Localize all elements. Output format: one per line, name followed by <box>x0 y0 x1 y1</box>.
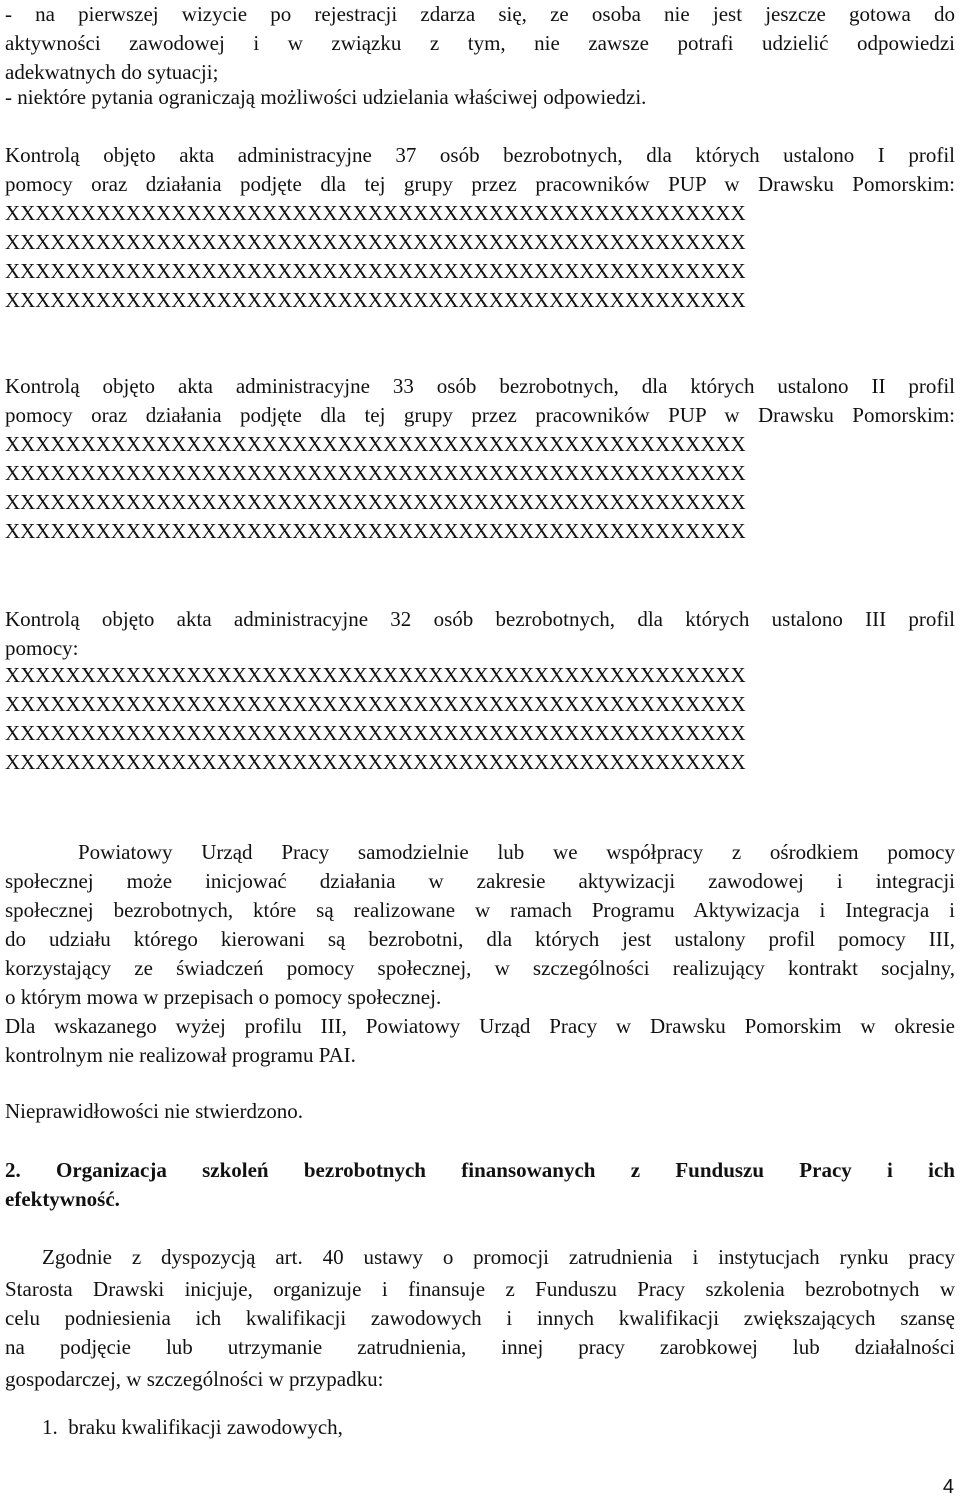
profile-3-redacted-3: XXXXXXXXXXXXXXXXXXXXXXXXXXXXXXXXXXXXXXXXXXXXXXXXX <box>5 721 746 745</box>
profile-2-line-2: pomocy oraz działania podjęte dla tej grupy przez pracowników PUP w Drawsku Pomorskim: <box>5 403 955 427</box>
profile-2-line-1: Kontrolą objęto akta administracyjne 33 osób bezrobotnych, dla których ustalono II profil <box>5 374 955 398</box>
profile-3-line-1: Kontrolą objęto akta administracyjne 32 osób bezrobotnych, dla których ustalono III profil <box>5 607 955 631</box>
pup-paragraph-line-5: korzystający ze świadczeń pomocy społecznej, w szczególności realizujący kontrakt socjalny, <box>5 956 955 980</box>
finding-text: Nieprawidłowości nie stwierdzono. <box>5 1099 304 1123</box>
art40-paragraph-line-5: gospodarczej, w szczególności w przypadku: <box>5 1367 384 1391</box>
art40-paragraph-line-3: celu podniesienia ich kwalifikacji zawodowych i innych kwalifikacji zwiększających szansę <box>5 1306 955 1330</box>
art40-paragraph-line-4: na podjęcie lub utrzymanie zatrudnienia, innej pracy zarobkowej lub działalności <box>5 1335 955 1359</box>
profile-1-redacted-1: XXXXXXXXXXXXXXXXXXXXXXXXXXXXXXXXXXXXXXXXXXXXXXXXX <box>5 201 746 225</box>
profile-2-redacted-2: XXXXXXXXXXXXXXXXXXXXXXXXXXXXXXXXXXXXXXXXXXXXXXXXX <box>5 461 746 485</box>
profile-3-redacted-4: XXXXXXXXXXXXXXXXXXXXXXXXXXXXXXXXXXXXXXXXXXXXXXXXX <box>5 750 746 774</box>
profile-1-redacted-3: XXXXXXXXXXXXXXXXXXXXXXXXXXXXXXXXXXXXXXXXXXXXXXXXX <box>5 259 746 283</box>
art40-paragraph-line-2: Starosta Drawski inicjuje, organizuje i finansuje z Funduszu Pracy szkolenia bezrobotnych w <box>5 1277 955 1301</box>
pup-paragraph-line-6: o którym mowa w przepisach o pomocy społecznej. <box>5 985 442 1009</box>
list-item-1: 1. braku kwalifikacji zawodowych, <box>42 1415 343 1439</box>
art40-paragraph-line-1: Zgodnie z dyspozycją art. 40 ustawy o promocji zatrudnienia i instytucjach rynku pracy <box>42 1245 955 1269</box>
pup-paragraph-line-1: Powiatowy Urząd Pracy samodzielnie lub we współpracy z ośrodkiem pomocy <box>78 840 955 864</box>
profile-3-line-2: pomocy: <box>5 636 79 660</box>
pup-paragraph-line-8: kontrolnym nie realizował programu PAI. <box>5 1043 356 1067</box>
profile-3-redacted-2: XXXXXXXXXXXXXXXXXXXXXXXXXXXXXXXXXXXXXXXXXXXXXXXXX <box>5 692 746 716</box>
section-2-heading-line-2: efektywność. <box>5 1187 120 1211</box>
pup-paragraph-line-2: społecznej może inicjować działania w zakresie aktywizacji zawodowej i integracji <box>5 869 955 893</box>
profile-3-redacted-1: XXXXXXXXXXXXXXXXXXXXXXXXXXXXXXXXXXXXXXXXXXXXXXXXX <box>5 663 746 687</box>
page-number: 4 <box>942 1476 954 1498</box>
intro-line-4: - niektóre pytania ograniczają możliwości udzielania właściwej odpowiedzi. <box>5 85 647 109</box>
profile-2-redacted-4: XXXXXXXXXXXXXXXXXXXXXXXXXXXXXXXXXXXXXXXXXXXXXXXXX <box>5 519 746 543</box>
profile-2-redacted-1: XXXXXXXXXXXXXXXXXXXXXXXXXXXXXXXXXXXXXXXXXXXXXXXXX <box>5 432 746 456</box>
profile-2-redacted-3: XXXXXXXXXXXXXXXXXXXXXXXXXXXXXXXXXXXXXXXXXXXXXXXXX <box>5 490 746 514</box>
section-2-heading-line-1: 2. Organizacja szkoleń bezrobotnych finansowanych z Funduszu Pracy i ich <box>5 1158 955 1182</box>
profile-1-redacted-4: XXXXXXXXXXXXXXXXXXXXXXXXXXXXXXXXXXXXXXXXXXXXXXXXX <box>5 288 746 312</box>
pup-paragraph-line-7: Dla wskazanego wyżej profilu III, Powiatowy Urząd Pracy w Drawsku Pomorskim w okresie <box>5 1014 955 1038</box>
profile-1-line-2: pomocy oraz działania podjęte dla tej grupy przez pracowników PUP w Drawsku Pomorskim: <box>5 172 955 196</box>
profile-1-line-1: Kontrolą objęto akta administracyjne 37 osób bezrobotnych, dla których ustalono I profil <box>5 143 955 167</box>
intro-line-3: adekwatnych do sytuacji; <box>5 60 219 84</box>
intro-line-2: aktywności zawodowej i w związku z tym, nie zawsze potrafi udzielić odpowiedzi <box>5 31 955 55</box>
profile-1-redacted-2: XXXXXXXXXXXXXXXXXXXXXXXXXXXXXXXXXXXXXXXXXXXXXXXXX <box>5 230 746 254</box>
intro-line-1: - na pierwszej wizycie po rejestracji zdarza się, ze osoba nie jest jeszcze gotowa do <box>5 2 955 26</box>
pup-paragraph-line-4: do udziału którego kierowani są bezrobotni, dla których jest ustalony profil pomocy III, <box>5 927 955 951</box>
pup-paragraph-line-3: społecznej bezrobotnych, które są realizowane w ramach Programu Aktywizacja i Integracja i <box>5 898 955 922</box>
